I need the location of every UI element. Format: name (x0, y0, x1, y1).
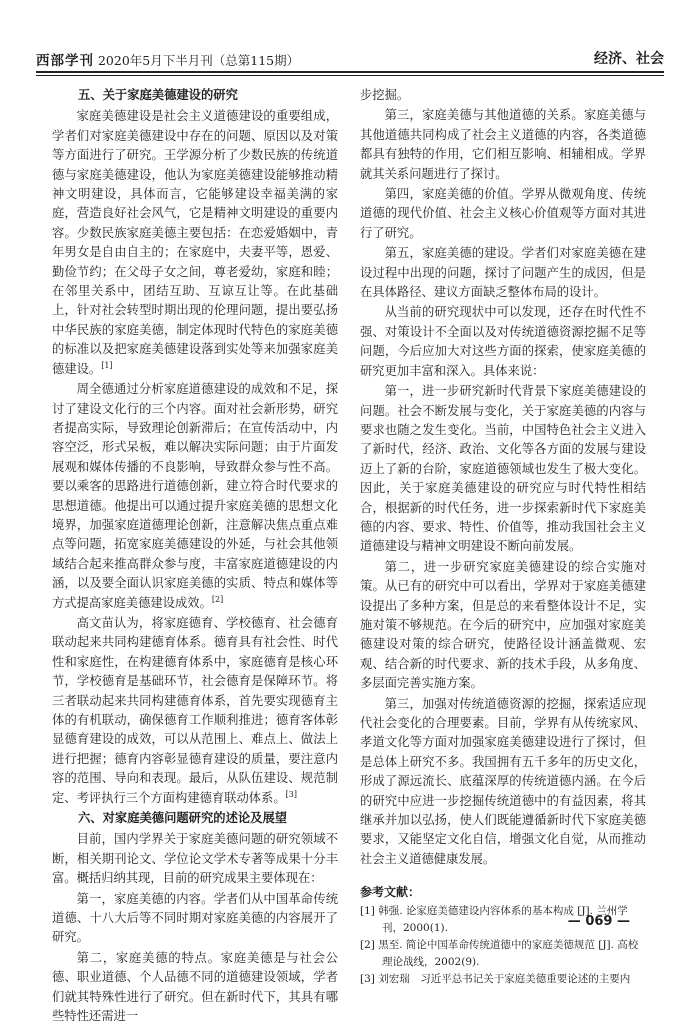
header-rule-thick (36, 71, 664, 73)
paragraph: 周全德通过分析家庭道德建设的成效和不足，探讨了建设文化行的三个内容。面对社会新形势，研究者提高实际，导致理论创新滞后；在宣传活动中，内容空泛，形式呆板，难以解决实际问题；由于片面发展观和媒体传播的不良影响，导致群众参与性不高。要以乘客的思路进行道德创新，建立符合时代要求的思想道德。他提出可以通过提升家庭美德的思想文化境界，加强家庭道德理论创新，注意解决焦点重点难点等问题，拓宽家庭美德建设的外延，与社会其他领域结合起来推高群众参与度，丰富家庭道德建设的内涵，以及要全面认识家庭美德的实质、特点和媒体等方式提高家庭美德建设成效。[2] (52, 382, 338, 610)
reference-item: [2] 黑至. 简论中国革命传统道德中的家庭美德规范 [J]. 高校理论战线，2002(9). (360, 938, 639, 968)
issue-info: 2020年5月下半月刊（总第115期） (97, 53, 300, 68)
paragraph: 第三，家庭美德与其他道德的关系。家庭美德与其他道德共同构成了社会主义道德的内容，各类道德都具有独特的作用，它们相互影响、相辅相成。学界就其关系问题进行了探讨。 (360, 108, 646, 181)
section-label: 经济、社会 (594, 51, 664, 67)
journal-header (36, 49, 299, 69)
journal-name: 西部学刊 (36, 53, 94, 69)
paragraph: 第二，家庭美德的特点。家庭美德是与社会公德、职业道德、个人品德不同的道德建设领域，学者们就其特殊性进行了研究。但在新时代下，其具有哪些特性还需进一 (52, 950, 338, 1024)
paragraph: 第四，家庭美德的价值。学界从微观角度、传统道德的现代价值、社会主义核心价值观等方面对其进行了研究。 (360, 187, 646, 240)
paragraph: 家庭美德建设是社会主义道德建设的重要组成，学者们对家庭美德建设中存在的问题、原因以及对策等方面进行了研究。王学源分析了少数民族的传统道德与家庭美德建设，他认为家庭美德建设能够推动精神文明建设，具体而言，它能够建设幸福美满的家庭，营造良好社会风气，它是精神文明建设的重要内容。少数民族家庭美德主要包括：在恋爱婚姻中，青年男女是自由自主的；在家庭中，夫妻平等，恩爱、勤俭节约；在父母子女之间，尊老爱幼，家庭和睦；在邻里关系中，团结互助、互谅互让等。在此基础上，针对社会转型时期出现的伦理问题，提出要弘扬中华民族的家庭美德，制定体现时代特色的家庭美德的标准以及把家庭美德建设落到实处等来加强家庭美德建设。[1] (52, 109, 338, 376)
citation: [1] (101, 360, 113, 370)
page-number: — 069 — (567, 914, 630, 929)
section-5-heading: 五、关于家庭美德建设的研究 (78, 88, 238, 102)
citation: [3] (285, 789, 297, 799)
left-column (52, 86, 338, 1024)
running-header (36, 48, 664, 70)
paragraph: 步挖掘。 (360, 88, 410, 102)
citation: [2] (211, 594, 224, 604)
paragraph: 第二，进一步研究家庭美德建设的综合实施对策。从已有的研究中可以看出，学界对于家庭美德建设提出了多种方案，但是总的来看整体设计不足，实施对策不够规范。在今后的研究中，应加强对家庭美德建设对策的综合研究，使路径设计涵盖微观、宏观、结合新的时代要求、新的技术手段，从多角度、多层面完善实施方案。 (360, 559, 646, 691)
paragraph: 第一，家庭美德的内容。学者们从中国革命传统道德、十八大后等不同时期对家庭美德的内容展开了研究。 (52, 891, 338, 945)
paragraph: 目前，国内学界关于家庭美德问题的研究领域不断，相关期刊论文、学位论文学术专著等成果十分丰富。概括归纳其现，目前的研究成果主要体现在： (52, 832, 338, 886)
paragraph: 高文苗认为，将家庭德育、学校德育、社会德育联动起来共同构建德育体系。德育具有社会性、时代性和家庭性，在构建德育体系中，家庭德育是核心环节，学校德育是基础环节，社会德育是保障环节。将三者联动起来共同构建德育体系，首先要实现德育主体的有机联动，确保德育工作顺利推进；德育客体彰显德育建设的成效，可以从范围上、难点上、做法上进行把握；德育内容彰显德育建设的质量，要注意内容的范围、导向和表现。最后，从队伍建设、规范制定、考评执行三个方面构建德育联动体系。[3] (52, 615, 338, 805)
paragraph: 第五，家庭美德的建设。学者们对家庭美德在建设过程中出现的问题，探讨了问题产生的成因，但是在具体路径、建议方面缺乏整体布局的设计。 (360, 246, 646, 300)
paragraph: 从当前的研究现状中可以发现，还存在时代性不强、对策设计不全面以及对传统道德资源挖掘不足等问题，今后应加大对这些方面的探索，使家庭美德的研究更加丰富和深入。具体来说： (360, 305, 646, 378)
header-rule-thin (36, 75, 664, 76)
paragraph: 第三，加强对传统道德资源的挖掘，探索适应现代社会变化的合理要素。目前，学界有从传统家风、孝道文化等方面对加强家庭美德建设进行了探讨，但是总体上研究不多。我国拥有五千多年的历史文化，形成了源远流长、底蕴深厚的传统道德内涵。在今后的研究中应进一步挖掘传统道德中的有益因素，将其继承并加以弘扬，使人们既能遵循新时代下家庭美德要求，又能坚定文化自信，增强文化自觉，从而推动社会主义道德健康发展。 (360, 696, 646, 866)
references-heading: 参考文献： (360, 885, 421, 900)
paragraph: 第一，进一步研究新时代背景下家庭美德建设的问题。社会不断发展与变化，关于家庭美德的内容与要求也随之发生变化。当前，中国特色社会主义进入了新时代，经济、政治、文化等各方面的发展与建设迈上了新的台阶，家庭道德领域也发生了极大变化。因此，关于家庭美德建设的研究应与时代特性相结合，根据新的时代任务，进一步探索新时代下家庭美德的内容、要求、特性、价值等，推动我国社会主义道德建设与精神文明建设不断向前发展。 (360, 384, 646, 554)
reference-item: [3] 刘宏瑞 习近平总书记关于家庭美德重要论述的主要内 (360, 972, 631, 985)
reference-item: [1] 韩强. 论家庭美德建设内容体系的基本构成 [J]. 兰州学刊，2000(1). (360, 904, 628, 934)
section-6-heading: 六、对家庭美德问题研究的述论及展望 (78, 811, 288, 826)
